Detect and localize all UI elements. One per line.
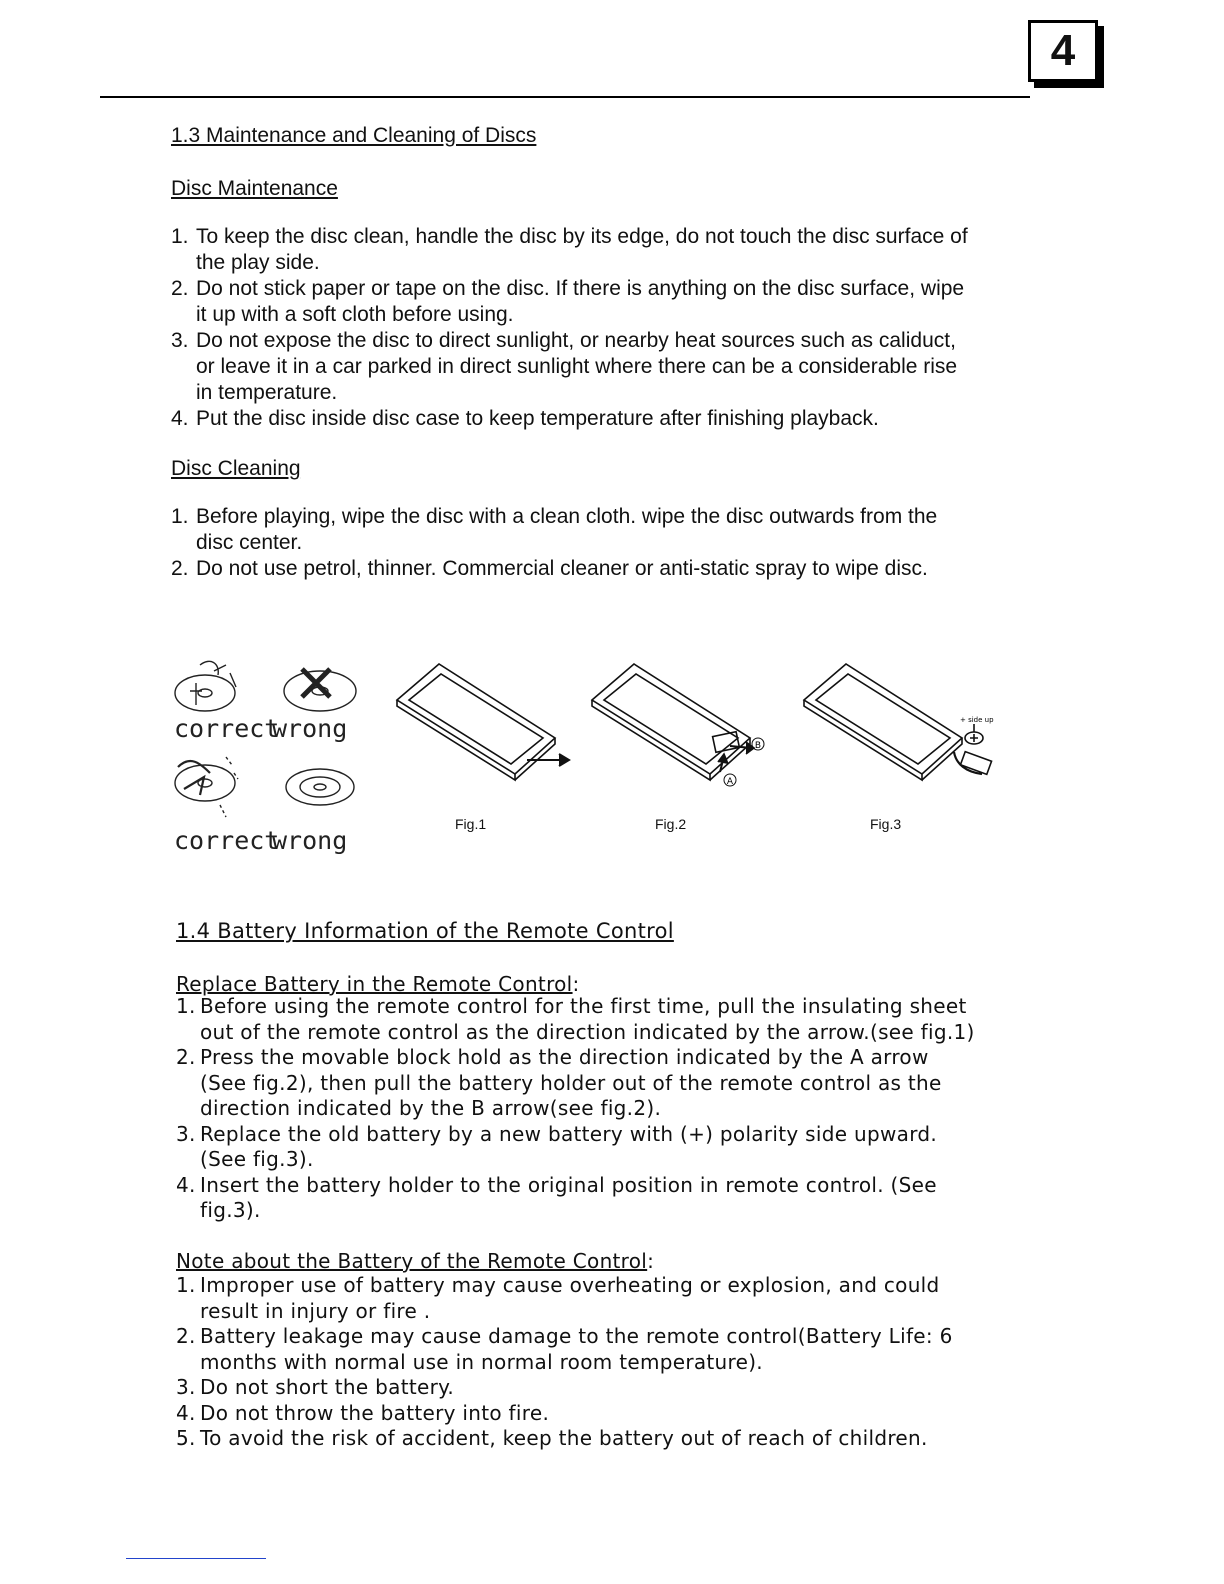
wipe-outward-icon xyxy=(175,757,238,817)
fig3-label: Fig.3 xyxy=(870,816,902,832)
battery-note-heading: Note about the Battery of the Remote Control: xyxy=(176,1249,655,1273)
svg-text:B: B xyxy=(754,741,762,751)
fig1-label: Fig.1 xyxy=(455,816,487,832)
footer-rule xyxy=(126,1558,266,1559)
section-1-3-title: 1.3 Maintenance and Cleaning of Discs xyxy=(171,124,537,147)
list-item: 2. Battery leakage may cause damage to the remote control(Battery Life: 6 months with normal use in normal room temperature). xyxy=(176,1324,953,1374)
wrong-label: wrong xyxy=(272,826,348,855)
disc-maintenance-list xyxy=(171,224,971,432)
battery-note-list xyxy=(176,1273,976,1452)
disc-cleaning-list xyxy=(171,504,971,582)
list-item: 2. Do not stick paper or tape on the disc. If there is anything on the disc surface, wipe it up with a soft cloth before using. xyxy=(171,277,965,326)
battery-coin-icon xyxy=(954,724,992,774)
list-item: 3. Do not short the battery. xyxy=(176,1375,455,1399)
disc-held-by-edge-icon xyxy=(175,661,236,711)
disc-wiping-illustration xyxy=(170,745,370,825)
remote-control-icon xyxy=(804,664,962,780)
remote-control-icon xyxy=(397,664,555,780)
replace-battery-list xyxy=(176,994,976,1224)
list-item: 2. Press the movable block hold as the direction indicated by the A arrow (See fig.2), then pull the battery holder out of the remote control as the direction indicated by the B arrow(see fig.2). xyxy=(176,1045,942,1120)
correct-label: correct xyxy=(174,714,280,743)
disc-touched-surface-icon xyxy=(284,669,356,711)
correct-label: correct xyxy=(174,826,280,855)
wrong-label: wrong xyxy=(272,714,348,743)
list-item: 1. Before playing, wipe the disc with a clean cloth. wipe the disc outwards from the disc center. xyxy=(171,505,938,554)
list-item: 1. To keep the disc clean, handle the disc by its edge, do not touch the disc surface of the play side. xyxy=(171,225,968,274)
list-item: 4. Do not throw the battery into fire. xyxy=(176,1400,550,1425)
list-item: 3. Replace the old battery by a new battery with (+) polarity side upward. (See fig.3). xyxy=(176,1121,938,1171)
list-item: 5. To avoid the risk of accident, keep the battery out of reach of children. xyxy=(176,1426,928,1450)
disc-cleaning-heading: Disc Cleaning xyxy=(171,457,301,480)
fig2-remote-illustration xyxy=(590,660,780,790)
list-item: 3. Do not expose the disc to direct sunlight, or nearby heat sources such as caliduct, or leave it in a car parked in direct sunlight where there can be a considerable rise in temperature. xyxy=(171,329,958,404)
fig3-remote-illustration xyxy=(802,660,1002,790)
page-number: 4 xyxy=(1028,20,1098,82)
list-item: 2. Do not use petrol, thinner. Commercial cleaner or anti-static spray to wipe disc. xyxy=(171,557,928,580)
list-item: 1. Before using the remote control for the first time, pull the insulating sheet out of the remote control as the direction indicated by the arrow.(see fig.1) xyxy=(176,994,975,1044)
svg-text:A: A xyxy=(726,777,734,787)
list-item: 4. Insert the battery holder to the original position in remote control. (See fig.3). xyxy=(176,1172,937,1222)
header-rule xyxy=(100,96,1030,98)
list-item: 4. Put the disc inside disc case to keep temperature after finishing playback. xyxy=(171,407,879,430)
fig1-remote-illustration xyxy=(395,660,575,780)
fig2-label: Fig.2 xyxy=(655,816,687,832)
section-1-4-title: 1.4 Battery Information of the Remote Control xyxy=(176,919,674,943)
wipe-circular-icon xyxy=(286,769,354,805)
replace-battery-heading: Replace Battery in the Remote Control: xyxy=(176,972,580,996)
side-up-note: + side up xyxy=(960,716,994,724)
list-item: 1. Improper use of battery may cause overheating or explosion, and could result in injury or fire . xyxy=(176,1273,940,1323)
arrow-a-marker-icon xyxy=(724,774,736,787)
disc-maintenance-heading: Disc Maintenance xyxy=(171,177,338,200)
